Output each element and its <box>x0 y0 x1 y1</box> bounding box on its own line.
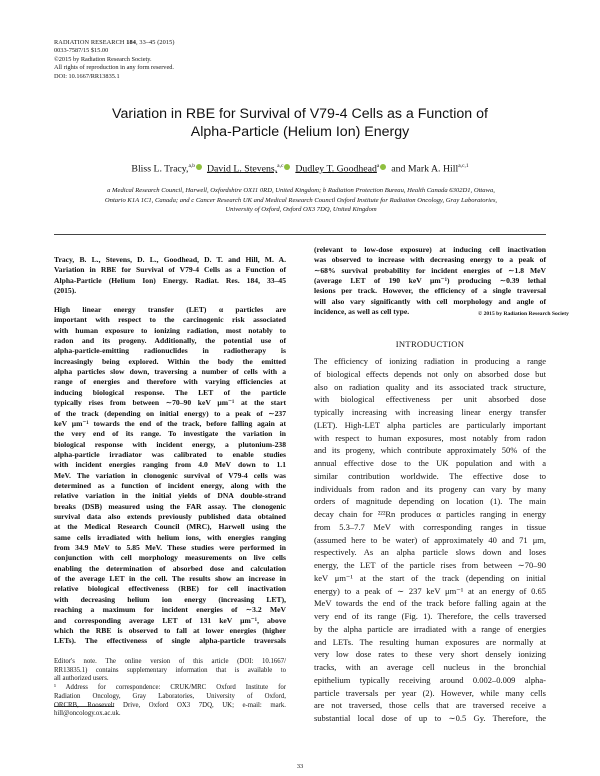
issn: 0033-7587/15 $15.00 <box>54 47 109 55</box>
abstract-line: relative biological effectiveness (RBE) for cell inactivation <box>54 584 286 594</box>
intro-line: tracks, with an average cell nucleus in the bronchial <box>314 662 546 672</box>
abstract-line: with human exposure to ionizing radiation, most notably to <box>54 325 286 335</box>
abstract-citation-line: Alpha-Particle (Helium Ion) Energy. Radiat. Res. 184, 33–45 <box>54 275 286 285</box>
intro-line: decay chain for ²²²Rn produces α particles ranging in energy <box>314 509 546 519</box>
intro-line: of biological effects depends not only on absorbed dose but <box>314 368 546 379</box>
intro-line: also on radiation quality and its associated track structure, <box>314 381 546 392</box>
abstract-line: LETs). The effectiveness of single alpha-particle traversals <box>54 636 286 646</box>
abstract-line: of the average LET in the cell. The results show an increase in <box>54 574 286 584</box>
abstract-line: which the RBE is observed to fall at lower energies (higher <box>54 625 286 635</box>
intro-line: with biological effectiveness per unit absorbed dose <box>314 394 546 405</box>
intro-line: and its progeny, which contribute approximately 50% of the <box>314 445 546 456</box>
abstract-line: lesions per track. However, the efficiency of a single traversal <box>314 286 546 296</box>
abstract-line: increasingly being explored. Within the body the emitted <box>54 356 286 366</box>
copyright: ©2015 by Radiation Research Society. <box>54 55 152 63</box>
abstract-line: radon and its progeny. Additionally, the potential use of <box>54 336 286 346</box>
paper-title: Variation in RBE for Survival of V79-4 Cells as a Function of Alpha-Particle (Helium Ion) Energy <box>112 106 488 140</box>
abstract-line: MeV. The variation in clonogenic survival of V79-4 cells was <box>54 470 286 480</box>
abstract-line: range of energies and therefore with varying efficiencies at <box>54 377 286 387</box>
intro-line: are not traversed, those cells that are traversed receive a <box>314 700 546 711</box>
abstract-line: with decreasing helium ion energy (increasing LET), <box>54 594 286 604</box>
author-tracy: Bliss L. Tracy, <box>131 163 189 175</box>
abstract-citation-line: Variation in RBE for Survival of V79-4 Cells as a Function of <box>54 265 286 275</box>
intro-line: typically increasing with increasing linear energy transfer <box>314 407 546 417</box>
orcid-icon[interactable] <box>380 164 386 170</box>
abstract-line: High linear energy transfer (LET) α particles are <box>54 305 286 314</box>
abstract-line: important with respect to the carcinogenic risk associated <box>54 315 286 325</box>
intro-line: individuals from radon and its progeny can vary by many <box>314 483 546 494</box>
abstract-line: biological response with incident energy, a plutonium-238 <box>54 439 286 449</box>
abstract-line: breaks (DSB) measured using the FAR assay. The clonogenic <box>54 501 286 511</box>
abstract-line: relative variation in the initial yields of DNA double-strand <box>54 491 286 501</box>
intro-line: The efficiency of ionizing radiation in producing a range <box>314 356 546 366</box>
intro-line: orders of magnitude depending on location (1). The main <box>314 496 546 507</box>
intro-line: particle traversals per year (2). However, while many cells <box>314 687 546 698</box>
footnote-line: all authorized users. <box>54 675 109 683</box>
abstract-line: enabling the determination of absorbed dose and calculation <box>54 563 286 573</box>
abstract-line: of the track (depending on initial energy) to a peak of ∼237 <box>54 408 286 418</box>
intro-line: and LETs. The resulting human exposures are normally at <box>314 636 546 647</box>
doi: DOI: 10.1667/RR13835.1 <box>54 72 120 80</box>
abstract-line: will also vary significantly with cell morphology and angle of <box>314 296 546 306</box>
abstract-line: (average LET of 190 keV μm⁻¹) producing ∼0.39 lethal <box>314 276 546 286</box>
abstract-line: (relevant to low-dose exposure) at inducing cell inactivation <box>314 245 546 254</box>
abstract-line: the very end of its range. To investigate the variation in <box>54 429 286 439</box>
abstract-citation-line: Tracy, B. L., Stevens, D. L., Goodhead, D. T. and Hill, M. A. <box>54 255 286 264</box>
intro-line: energy) to a peak of ∼ 237 keV μm⁻¹ at an energy of 0.65 <box>314 585 546 596</box>
intro-line: keV μm⁻¹ at the start of the track (depending on initial <box>314 572 546 583</box>
intro-line: with respect to human exposures, most notably from radon <box>314 432 546 443</box>
abstract-line: at the Medical Research Council (MRC), Harwell using the <box>54 522 286 532</box>
abstract-line: from 34.9 MeV to 5.85 MeV. These studies were performed in <box>54 543 286 553</box>
abstract-line: alpha-particle-emitting radionuclides in radiotherapy is <box>54 346 286 356</box>
abstract-line: reaching a maximum for incident energies of ∼3.2 MeV <box>54 605 286 615</box>
divider <box>54 234 546 235</box>
intro-line: very end of its range (Fig. 1). Therefore, the cells traversed <box>314 611 546 621</box>
abstract-line: alpha-particle irradiator was calibrated to enable studies <box>54 449 286 459</box>
journal-header <box>54 39 175 81</box>
section-heading-introduction: INTRODUCTION <box>395 339 465 349</box>
footnote-line: Radiation Oncology, Gray Laboratories, University of Oxford, <box>54 692 286 700</box>
footnote-line: ¹ Address for correspondence: CRUK/MRC Oxford Institute for <box>54 684 286 692</box>
abstract-citation-line: (2015). <box>54 285 77 295</box>
affiliations: a Medical Research Council, Harwell, Oxfordshire OX11 0RD, United Kingdom; b Radiation Protection Bureau, Health Canada 6302D1, Ottawa, Ontario K1A 1C1, Canada; and c Cancer Research UK and Medical Research Council Oxford Institute for Radiation Oncology, Gray Laboratories, University of Oxford, Oxford OX3 7DQ, United Kingdom <box>104 187 498 214</box>
footnote-line: RR13835.1) contains supplementary information that is available to <box>54 666 286 674</box>
intro-line: respectively. As an alpha particle slows down and loses <box>314 547 546 558</box>
abstract-line: ∼68% survival probability for incident energies of ∼1.8 MeV <box>314 265 546 275</box>
journal-line: RADIATION RESEARCH 184, 33–45 (2015) <box>54 39 175 46</box>
orcid-icon[interactable] <box>196 164 202 170</box>
intro-line: (LET). High-LET alpha particles are particularly important <box>314 419 546 430</box>
author-stevens: David L. Stevens, <box>206 163 278 175</box>
intro-line: by the alpha particle are irradiated with a range of energies <box>314 623 546 634</box>
abstract-line: conjunction with cell morphology measurements on live cells <box>54 553 286 563</box>
intro-line: annual effective dose to the UK population and with a <box>314 458 546 468</box>
author-hill: and Mark A. Hill <box>391 163 459 175</box>
intro-line: energy, the LET of the particle rises from between ∼70–90 <box>314 560 546 570</box>
footnote-line: ORCRB, Roosevelt Drive, Oxford OX3 7DQ, UK; e-mail: mark. <box>54 701 286 709</box>
abstract-copyright: © 2015 by Radiation Research Society <box>478 311 569 318</box>
abstract-line: alpha particles slow down, traversing a number of cells with a <box>54 367 286 377</box>
intro-line: similar contribution worldwide. The effective dose to <box>314 470 546 481</box>
author-list: Bliss L. Tracy,$^{a,b}$ David L. Stevens,$^{a,c}$ Dudley T. Goodhead$^a$ and Mark A. Hill$^{a,c,1}$ <box>131 163 469 175</box>
intro-line: from 5.3–7.7 MeV with corresponding ranges in tissue <box>314 521 546 532</box>
author-goodhead: Dudley T. Goodhead <box>295 163 377 175</box>
abstract-line: survival data also extends previously published data obtained <box>54 512 286 521</box>
footnote-line: Editor's note. The online version of this article (DOI: 10.1667/ <box>54 658 286 665</box>
intro-line: (assumed here to be water) of approximately 40 and 71 μm, <box>314 534 546 545</box>
abstract-line: inducing biological response. The LET of the particle <box>54 387 286 397</box>
abstract-line: determined as a function of incident energy, along with the <box>54 480 286 490</box>
intro-line: MeV towards the end of the track before falling again at the <box>314 598 546 609</box>
abstract-line: keV μm⁻¹ towards the end of the track, before falling again at <box>54 418 286 428</box>
abstract-line: and corresponding average LET of 131 keV μm⁻¹, above <box>54 615 286 625</box>
abstract-line: was observed to increase with decreasing energy to a peak of <box>314 255 546 265</box>
rights: All rights of reproduction in any form reserved. <box>54 64 174 72</box>
abstract-line: same cells irradiated with helium ions, with energies ranging <box>54 532 286 542</box>
footnote-line: hill@oncology.ox.ac.uk. <box>54 710 121 718</box>
intro-line: very low dose rates to these very short densely ionizing <box>314 649 546 660</box>
abstract-line: incidence, as well as cell type. <box>314 307 410 317</box>
orcid-icon[interactable] <box>284 164 290 170</box>
intro-line: epithelium typically receiving around 0.002–0.009 alpha- <box>314 674 546 685</box>
intro-line: substantial local dose of up to ∼0.5 Gy. Therefore, the <box>314 713 546 723</box>
abstract-line: with incident energies ranging from 4.0 MeV down to 1.1 <box>54 460 286 470</box>
abstract-line: typically rises from between ∼70–90 keV μm⁻¹ at the start <box>54 398 286 408</box>
page-number: 33 <box>296 763 304 770</box>
